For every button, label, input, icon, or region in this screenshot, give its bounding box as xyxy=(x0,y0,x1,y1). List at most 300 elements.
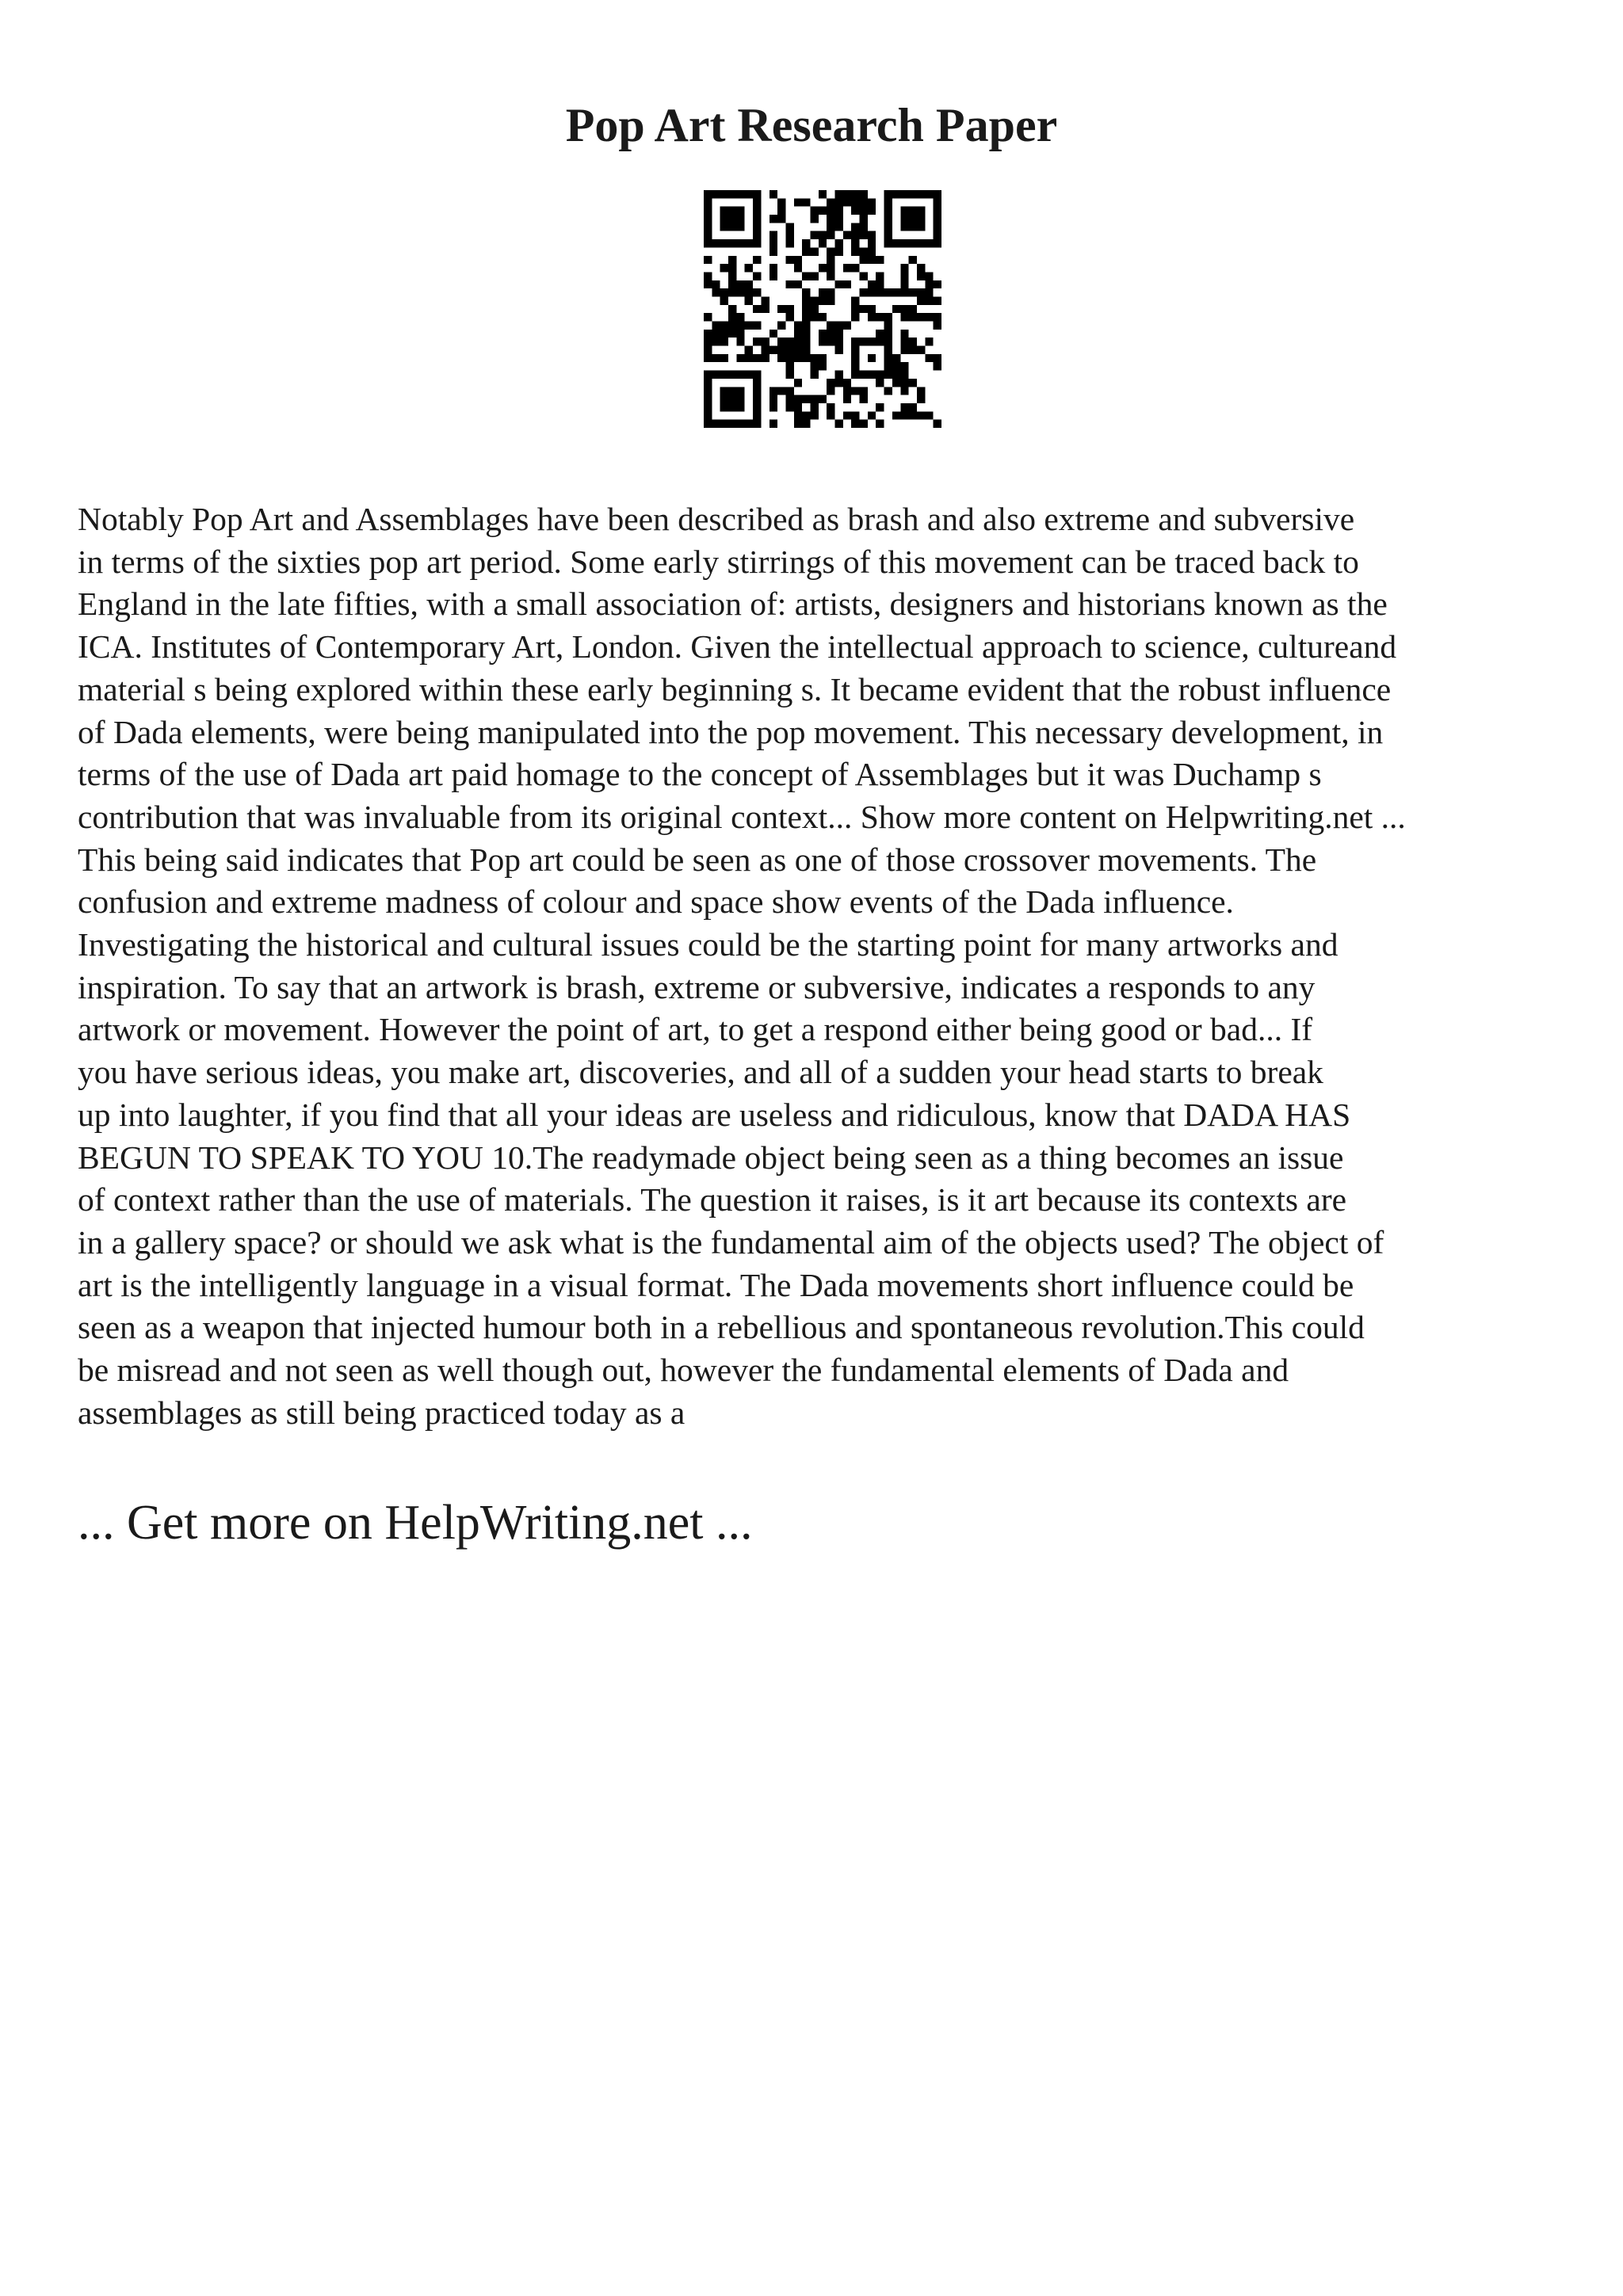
qr-module xyxy=(884,223,892,231)
qr-module xyxy=(819,395,827,403)
qr-module xyxy=(802,330,810,338)
qr-module xyxy=(835,280,843,288)
qr-module xyxy=(802,296,810,304)
qr-module xyxy=(868,207,876,215)
qr-module xyxy=(712,371,720,379)
qr-code[interactable] xyxy=(704,190,941,428)
qr-module xyxy=(745,264,753,272)
qr-module xyxy=(909,403,917,411)
qr-module xyxy=(810,362,818,370)
qr-module xyxy=(917,223,925,231)
qr-module xyxy=(917,296,925,304)
qr-module xyxy=(917,190,925,198)
qr-module xyxy=(835,346,843,354)
qr-module xyxy=(802,338,810,345)
qr-module xyxy=(736,207,744,215)
qr-module xyxy=(884,198,892,206)
qr-module xyxy=(819,354,827,362)
qr-module xyxy=(794,411,802,419)
qr-module xyxy=(900,239,908,247)
qr-module xyxy=(728,395,736,403)
body-line: England in the late fifties, with a small association of: artists, designers and historians known as the xyxy=(78,585,1388,623)
qr-module xyxy=(934,354,941,362)
qr-module xyxy=(884,207,892,215)
qr-module xyxy=(728,239,736,247)
qr-module xyxy=(900,362,908,370)
qr-module xyxy=(720,288,728,296)
qr-module xyxy=(753,387,761,395)
qr-module xyxy=(827,387,834,395)
qr-module xyxy=(819,239,827,247)
qr-module xyxy=(819,264,827,272)
body-line: of context rather than the use of materials. The question it raises, is it art because its contexts are xyxy=(78,1181,1347,1219)
qr-module xyxy=(868,338,876,345)
qr-module xyxy=(868,247,876,255)
qr-module xyxy=(810,247,818,255)
qr-module xyxy=(900,387,908,395)
qr-module xyxy=(753,256,761,264)
qr-module xyxy=(892,411,900,419)
qr-module xyxy=(917,215,925,223)
qr-module xyxy=(876,379,884,387)
qr-module xyxy=(827,296,834,304)
qr-module xyxy=(884,354,892,362)
qr-module xyxy=(827,215,834,223)
qr-module xyxy=(843,231,851,239)
body-line: of Dada elements, were being manipulated into the pop movement. This necessary development, in xyxy=(78,713,1384,750)
qr-module xyxy=(827,330,834,338)
qr-module xyxy=(769,272,777,280)
qr-module xyxy=(900,280,908,288)
qr-module xyxy=(934,296,941,304)
qr-module xyxy=(802,288,810,296)
qr-module xyxy=(892,239,900,247)
qr-module xyxy=(909,207,917,215)
qr-module xyxy=(868,256,876,264)
qr-module xyxy=(704,231,712,239)
qr-module xyxy=(769,264,777,272)
body-line: in a gallery space? or should we ask what is the fundamental aim of the objects used? The object of xyxy=(78,1223,1384,1261)
qr-module xyxy=(819,296,827,304)
body-line-show-more[interactable]: contribution that was invaluable from its original context... Show more content on Helpwriting.net ... xyxy=(78,798,1406,835)
qr-module xyxy=(917,395,925,403)
qr-module xyxy=(934,190,941,198)
qr-module xyxy=(827,338,834,345)
qr-module xyxy=(712,280,720,288)
qr-module xyxy=(835,330,843,338)
qr-module xyxy=(851,346,859,354)
qr-module xyxy=(909,411,917,419)
qr-module xyxy=(925,239,933,247)
qr-module xyxy=(934,239,941,247)
qr-module xyxy=(843,387,851,395)
qr-module xyxy=(925,288,933,296)
qr-module xyxy=(794,379,802,387)
qr-module xyxy=(745,296,753,304)
qr-module xyxy=(934,362,941,370)
qr-module xyxy=(802,411,810,419)
body-line: assemblages as still being practiced today as a xyxy=(78,1394,685,1431)
qr-module xyxy=(728,387,736,395)
qr-module xyxy=(753,403,761,411)
qr-module xyxy=(917,288,925,296)
qr-module xyxy=(827,247,834,255)
qr-module xyxy=(934,207,941,215)
qr-module xyxy=(753,239,761,247)
qr-module xyxy=(728,322,736,330)
qr-module xyxy=(745,346,753,354)
qr-module xyxy=(917,346,925,354)
qr-module xyxy=(704,313,712,321)
qr-module xyxy=(810,354,818,362)
body-line: material s being explored within these early beginning s. It became evident that the robust influence xyxy=(78,670,1392,707)
qr-module xyxy=(925,296,933,304)
body-line: artwork or movement. However the point of art, to get a respond either being good or bad... If xyxy=(78,1011,1313,1048)
qr-module xyxy=(761,354,769,362)
qr-module xyxy=(900,411,908,419)
qr-module xyxy=(835,215,843,223)
qr-module xyxy=(909,305,917,313)
qr-module xyxy=(810,313,818,321)
qr-module xyxy=(884,362,892,370)
qr-module xyxy=(728,215,736,223)
qr-module xyxy=(736,387,744,395)
qr-module xyxy=(745,239,753,247)
qr-module xyxy=(876,330,884,338)
qr-module xyxy=(851,420,859,428)
qr-module xyxy=(753,288,761,296)
qr-module xyxy=(860,395,868,403)
qr-module xyxy=(794,322,802,330)
qr-module xyxy=(777,322,785,330)
qr-module xyxy=(728,264,736,272)
qr-module xyxy=(851,354,859,362)
qr-module xyxy=(704,330,712,338)
qr-module xyxy=(925,338,933,345)
qr-module xyxy=(876,256,884,264)
qr-module xyxy=(851,198,859,206)
qr-module xyxy=(720,264,728,272)
qr-module xyxy=(712,354,720,362)
qr-module xyxy=(753,379,761,387)
qr-module xyxy=(769,346,777,354)
qr-module xyxy=(704,420,712,428)
qr-module xyxy=(884,231,892,239)
qr-module xyxy=(860,198,868,206)
qr-module xyxy=(884,215,892,223)
qr-module xyxy=(892,288,900,296)
qr-module xyxy=(728,280,736,288)
qr-module xyxy=(720,338,728,345)
qr-module xyxy=(860,338,868,345)
qr-module xyxy=(851,296,859,304)
qr-module xyxy=(802,420,810,428)
qr-module xyxy=(802,305,810,313)
qr-module xyxy=(860,371,868,379)
qr-module xyxy=(720,239,728,247)
qr-module xyxy=(704,387,712,395)
qr-module xyxy=(712,190,720,198)
qr-module xyxy=(777,207,785,215)
qr-module xyxy=(835,322,843,330)
qr-module xyxy=(704,239,712,247)
qr-module xyxy=(860,207,868,215)
qr-module xyxy=(794,264,802,272)
qr-module xyxy=(868,198,876,206)
qr-module xyxy=(860,231,868,239)
qr-module xyxy=(827,322,834,330)
qr-module xyxy=(835,371,843,379)
qr-module xyxy=(728,305,736,313)
qr-module xyxy=(810,231,818,239)
qr-module xyxy=(728,330,736,338)
qr-module xyxy=(720,190,728,198)
qr-module xyxy=(728,207,736,215)
qr-module xyxy=(900,190,908,198)
qr-module xyxy=(884,371,892,379)
qr-module xyxy=(794,280,802,288)
qr-module xyxy=(810,215,818,223)
qr-module xyxy=(868,239,876,247)
qr-module xyxy=(704,256,712,264)
qr-module xyxy=(819,362,827,370)
qr-module xyxy=(736,280,744,288)
qr-module xyxy=(753,215,761,223)
qr-module xyxy=(704,395,712,403)
qr-module xyxy=(860,288,868,296)
qr-module xyxy=(777,215,785,223)
qr-module xyxy=(925,280,933,288)
body-line: be misread and not seen as well though out, however the fundamental elements of Dada and xyxy=(78,1352,1289,1389)
qr-module xyxy=(745,280,753,288)
qr-module xyxy=(704,190,712,198)
qr-module xyxy=(785,387,793,395)
qr-module xyxy=(819,207,827,215)
qr-module xyxy=(851,223,859,231)
qr-module xyxy=(909,239,917,247)
qr-module xyxy=(884,288,892,296)
qr-module xyxy=(925,411,933,419)
qr-module xyxy=(736,322,744,330)
qr-module xyxy=(777,387,785,395)
qr-module xyxy=(777,346,785,354)
qr-module xyxy=(860,420,868,428)
qr-module xyxy=(835,190,843,198)
qr-module xyxy=(827,207,834,215)
body-line: inspiration. To say that an artwork is brash, extreme or subversive, indicates a responds to any xyxy=(78,968,1316,1005)
qr-module xyxy=(860,305,868,313)
qr-module xyxy=(819,330,827,338)
qr-module xyxy=(900,313,908,321)
qr-module xyxy=(720,296,728,304)
qr-module xyxy=(851,264,859,272)
qr-module xyxy=(769,190,777,198)
qr-module xyxy=(900,288,908,296)
qr-module xyxy=(843,395,851,403)
qr-module xyxy=(868,313,876,321)
qr-module xyxy=(785,403,793,411)
qr-module xyxy=(802,239,810,247)
qr-module xyxy=(934,198,941,206)
qr-module xyxy=(785,395,793,403)
qr-module xyxy=(909,190,917,198)
qr-module xyxy=(917,207,925,215)
qr-module xyxy=(851,207,859,215)
qr-module xyxy=(785,256,793,264)
qr-module xyxy=(909,338,917,345)
qr-module xyxy=(810,371,818,379)
qr-module xyxy=(728,223,736,231)
qr-module xyxy=(892,354,900,362)
qr-module xyxy=(835,379,843,387)
qr-module xyxy=(802,395,810,403)
qr-module xyxy=(876,272,884,280)
qr-module xyxy=(827,231,834,239)
qr-module xyxy=(827,403,834,411)
page-title: Pop Art Research Paper xyxy=(565,99,1058,151)
qr-module xyxy=(785,239,793,247)
qr-module xyxy=(704,272,712,280)
qr-module xyxy=(753,272,761,280)
qr-module xyxy=(900,346,908,354)
qr-module xyxy=(868,305,876,313)
qr-module xyxy=(860,387,868,395)
qr-module xyxy=(909,256,917,264)
qr-module xyxy=(860,223,868,231)
qr-module xyxy=(909,223,917,231)
qr-module xyxy=(892,190,900,198)
qr-module xyxy=(753,411,761,419)
qr-module xyxy=(777,354,785,362)
qr-module xyxy=(769,247,777,255)
qr-module xyxy=(720,387,728,395)
qr-module xyxy=(909,288,917,296)
qr-module xyxy=(909,346,917,354)
get-more-link[interactable]: ... Get more on HelpWriting.net ... xyxy=(78,1496,753,1550)
qr-module xyxy=(892,362,900,370)
qr-module xyxy=(827,256,834,264)
qr-module xyxy=(917,239,925,247)
qr-module xyxy=(720,371,728,379)
qr-module xyxy=(736,239,744,247)
qr-module xyxy=(769,403,777,411)
qr-module xyxy=(777,198,785,206)
qr-module xyxy=(704,379,712,387)
qr-module xyxy=(827,264,834,272)
qr-module xyxy=(819,313,827,321)
qr-module xyxy=(753,395,761,403)
qr-module xyxy=(728,313,736,321)
qr-module xyxy=(934,420,941,428)
qr-module xyxy=(736,330,744,338)
body-line: Investigating the historical and cultural issues could be the starting point for many artworks and xyxy=(78,926,1338,963)
qr-module xyxy=(785,305,793,313)
qr-module xyxy=(876,403,884,411)
qr-module xyxy=(835,223,843,231)
qr-module xyxy=(704,280,712,288)
qr-module xyxy=(819,231,827,239)
qr-module xyxy=(810,305,818,313)
qr-module xyxy=(860,247,868,255)
qr-module xyxy=(712,288,720,296)
qr-module xyxy=(884,330,892,338)
qr-module xyxy=(802,247,810,255)
qr-module xyxy=(909,215,917,223)
qr-module xyxy=(843,198,851,206)
qr-module xyxy=(884,346,892,354)
qr-module xyxy=(827,272,834,280)
qr-module xyxy=(876,371,884,379)
qr-code-image xyxy=(704,190,941,428)
qr-module xyxy=(785,223,793,231)
qr-module xyxy=(900,207,908,215)
qr-module xyxy=(851,247,859,255)
qr-module xyxy=(794,198,802,206)
qr-module xyxy=(802,346,810,354)
qr-module xyxy=(868,288,876,296)
qr-module xyxy=(802,272,810,280)
qr-module xyxy=(785,231,793,239)
qr-module xyxy=(745,190,753,198)
qr-module xyxy=(835,239,843,247)
qr-module xyxy=(728,288,736,296)
qr-module xyxy=(900,379,908,387)
qr-module xyxy=(712,338,720,345)
body-line: This being said indicates that Pop art could be seen as one of those crossover movements. The xyxy=(78,841,1317,878)
qr-module xyxy=(835,207,843,215)
qr-module xyxy=(777,338,785,345)
qr-module xyxy=(900,371,908,379)
qr-module xyxy=(769,420,777,428)
qr-module xyxy=(876,280,884,288)
qr-module xyxy=(835,247,843,255)
qr-module xyxy=(868,280,876,288)
qr-module xyxy=(785,354,793,362)
qr-module xyxy=(704,223,712,231)
qr-module xyxy=(785,338,793,345)
qr-module xyxy=(851,305,859,313)
qr-module xyxy=(876,288,884,296)
qr-module xyxy=(745,322,753,330)
qr-module xyxy=(753,190,761,198)
qr-module xyxy=(900,215,908,223)
qr-module xyxy=(868,371,876,379)
qr-module xyxy=(704,198,712,206)
qr-module xyxy=(925,313,933,321)
qr-module xyxy=(794,403,802,411)
qr-module xyxy=(720,395,728,403)
qr-module xyxy=(785,346,793,354)
qr-module xyxy=(704,207,712,215)
qr-module xyxy=(794,420,802,428)
qr-module xyxy=(810,207,818,215)
qr-module xyxy=(843,411,851,419)
qr-module xyxy=(810,411,818,419)
qr-module xyxy=(917,387,925,395)
qr-module xyxy=(900,330,908,338)
qr-module xyxy=(761,296,769,304)
qr-module xyxy=(925,354,933,362)
qr-module xyxy=(802,198,810,206)
qr-module xyxy=(802,354,810,362)
body-line: art is the intelligently language in a visual format. The Dada movements short influence could be xyxy=(78,1266,1354,1303)
qr-module xyxy=(876,338,884,345)
qr-module xyxy=(736,371,744,379)
qr-module xyxy=(720,420,728,428)
qr-module xyxy=(736,313,744,321)
qr-module xyxy=(736,288,744,296)
qr-module xyxy=(704,371,712,379)
